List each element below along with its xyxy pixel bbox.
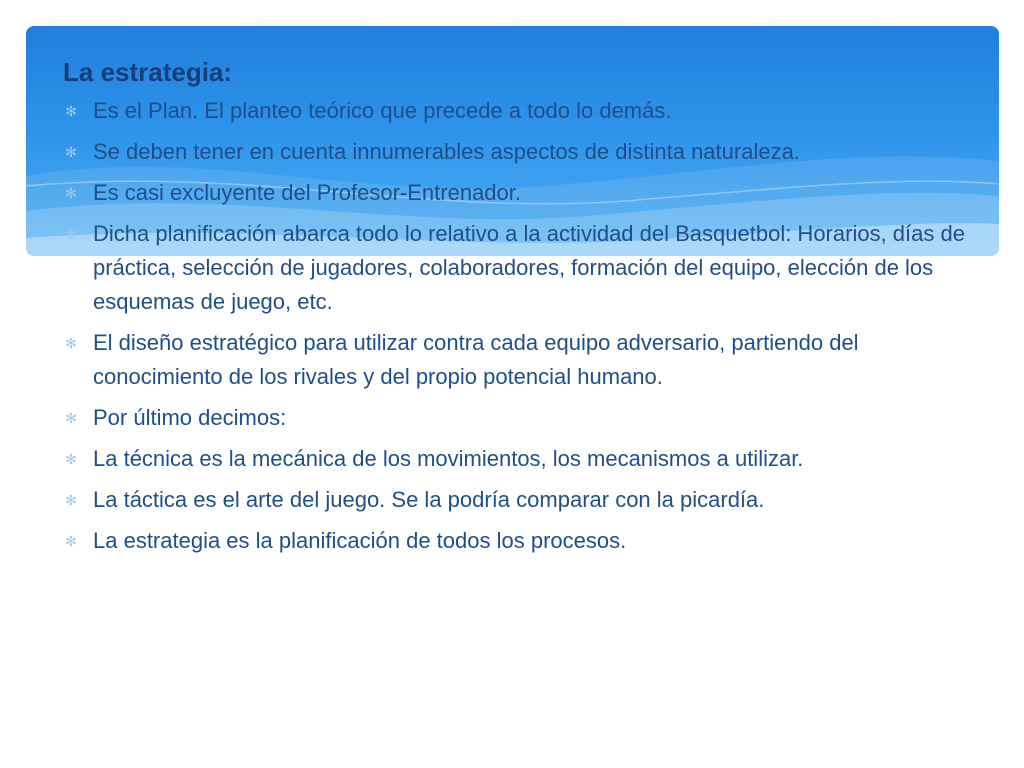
asterisk-bullet-icon: ✻ [65,103,77,119]
slide-title: La estrategia: [63,57,233,87]
bullet-text: Por último decimos: [93,405,287,430]
bullet-text: Se deben tener en cuenta innumerables aspectos de distinta naturaleza. [93,139,800,164]
bullet-text: Es casi excluyente del Profesor-Entrenador. [93,180,522,205]
asterisk-bullet-icon: ✻ [65,533,77,549]
bullet-item [63,442,973,476]
bullet-item [63,176,973,210]
asterisk-bullet-icon: ✻ [65,335,77,351]
bullet-text: La técnica es la mecánica de los movimientos, los mecanismos a utilizar. [93,446,804,471]
asterisk-bullet-icon: ✻ [65,185,77,201]
bullet-text: Es el Plan. El planteo teórico que precede a todo lo demás. [93,98,672,123]
bullet-item [63,94,973,128]
bullet-item [63,135,973,169]
bullet-text: La táctica es el arte del juego. Se la podría comparar con la picardía. [93,487,765,512]
slide-content [63,54,973,565]
bullet-text: El diseño estratégico para utilizar contra cada equipo adversario, partiendo del conocimiento de los rivales y del propio potencial humano. [93,330,859,389]
asterisk-bullet-icon: ✻ [65,144,77,160]
bullet-item [63,524,973,558]
bullet-item [63,483,973,517]
asterisk-bullet-icon: ✻ [65,410,77,426]
bullet-text: Dicha planificación abarca todo lo relativo a la actividad del Basquetbol: Horarios, días de práctica, selección de jugadores, colaboradores, formación del equipo, elección de los esquemas de juego, etc. [93,221,965,314]
bullet-item [63,326,973,394]
bullet-item [63,401,973,435]
bullet-list [63,94,973,558]
asterisk-bullet-icon: ✻ [65,451,77,467]
bullet-item [63,217,973,319]
asterisk-bullet-icon: ✻ [65,226,77,242]
bullet-text: La estrategia es la planificación de todos los procesos. [93,528,627,553]
asterisk-bullet-icon: ✻ [65,492,77,508]
